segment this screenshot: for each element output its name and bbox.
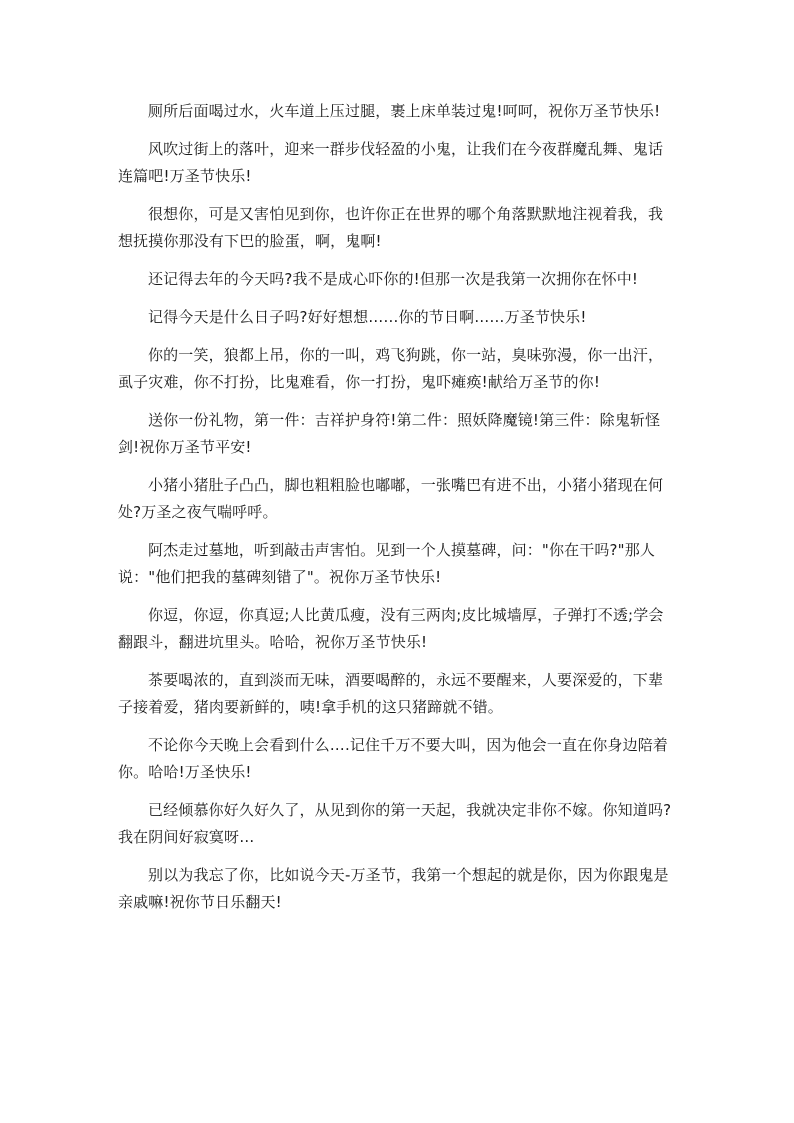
paragraph-7: 送你一份礼物，第一件：吉祥护身符!第二件：照妖降魔镜!第三件：除鬼斩怪剑!祝你万圣节平安!: [118, 411, 661, 456]
paragraph-13: 已经倾慕你好久好久了，从见到你的第一天起，我就决定非你不嫁。你知道吗?我在阴间好寂寞呀…: [118, 801, 672, 846]
paragraph-5: 记得今天是什么日子吗?好好想想……你的节日啊……万圣节快乐!: [148, 308, 587, 326]
paragraph-9: 阿杰走过墓地，听到敲击声害怕。见到一个人摸墓碑，问："你在干吗?"那人说："他们把我的墓碑刻错了"。祝你万圣节快乐!: [118, 541, 656, 586]
paragraph-11: 茶要喝浓的，直到淡而无味，酒要喝醉的，永远不要醒来，人要深爱的，下辈子接着爱，猪肉要新鲜的，咦!拿手机的这只猪蹄就不错。: [118, 671, 664, 716]
paragraph-3: 很想你，可是又害怕见到你，也许你正在世界的哪个角落默默地注视着我，我想抚摸你那没有下巴的脸蛋，啊，鬼啊!: [118, 205, 664, 250]
paragraph-14: 别以为我忘了你，比如说今天-万圣节，我第一个想起的就是你，因为你跟鬼是亲戚嘛!祝你节日乐翻天!: [118, 866, 669, 911]
paragraph-10: 你逗，你逗，你真逗;人比黄瓜瘦，没有三两肉;皮比城墙厚，子弹打不透;学会翻跟斗，翻进坑里头。哈哈，祝你万圣节快乐!: [118, 606, 664, 651]
paragraph-6: 你的一笑，狼都上吊，你的一叫，鸡飞狗跳，你一站，臭味弥漫，你一出汗，虱子灾难，你不打扮，比鬼难看，你一打扮，鬼吓瘫痪!献给万圣节的你!: [118, 346, 664, 391]
paragraph-4: 还记得去年的今天吗?我不是成心吓你的!但那一次是我第一次拥你在怀中!: [148, 270, 639, 288]
paragraph-12: 不论你今天晚上会看到什么….记住千万不要大叫，因为他会一直在你身边陪着你。哈哈!万圣快乐!: [118, 736, 669, 781]
paragraph-2: 风吹过街上的落叶，迎来一群步伐轻盈的小鬼，让我们在今夜群魔乱舞、鬼话连篇吧!万圣节快乐!: [118, 140, 664, 185]
paragraph-1: 厕所后面喝过水，火车道上压过腿，裹上床单装过鬼!呵呵，祝你万圣节快乐!: [148, 102, 661, 120]
paragraph-8: 小猪小猪肚子凸凸，脚也粗粗脸也嘟嘟，一张嘴巴有进不出，小猪小猪现在何处?万圣之夜气喘呼呼。: [118, 476, 664, 521]
document-body: [118, 98, 678, 916]
